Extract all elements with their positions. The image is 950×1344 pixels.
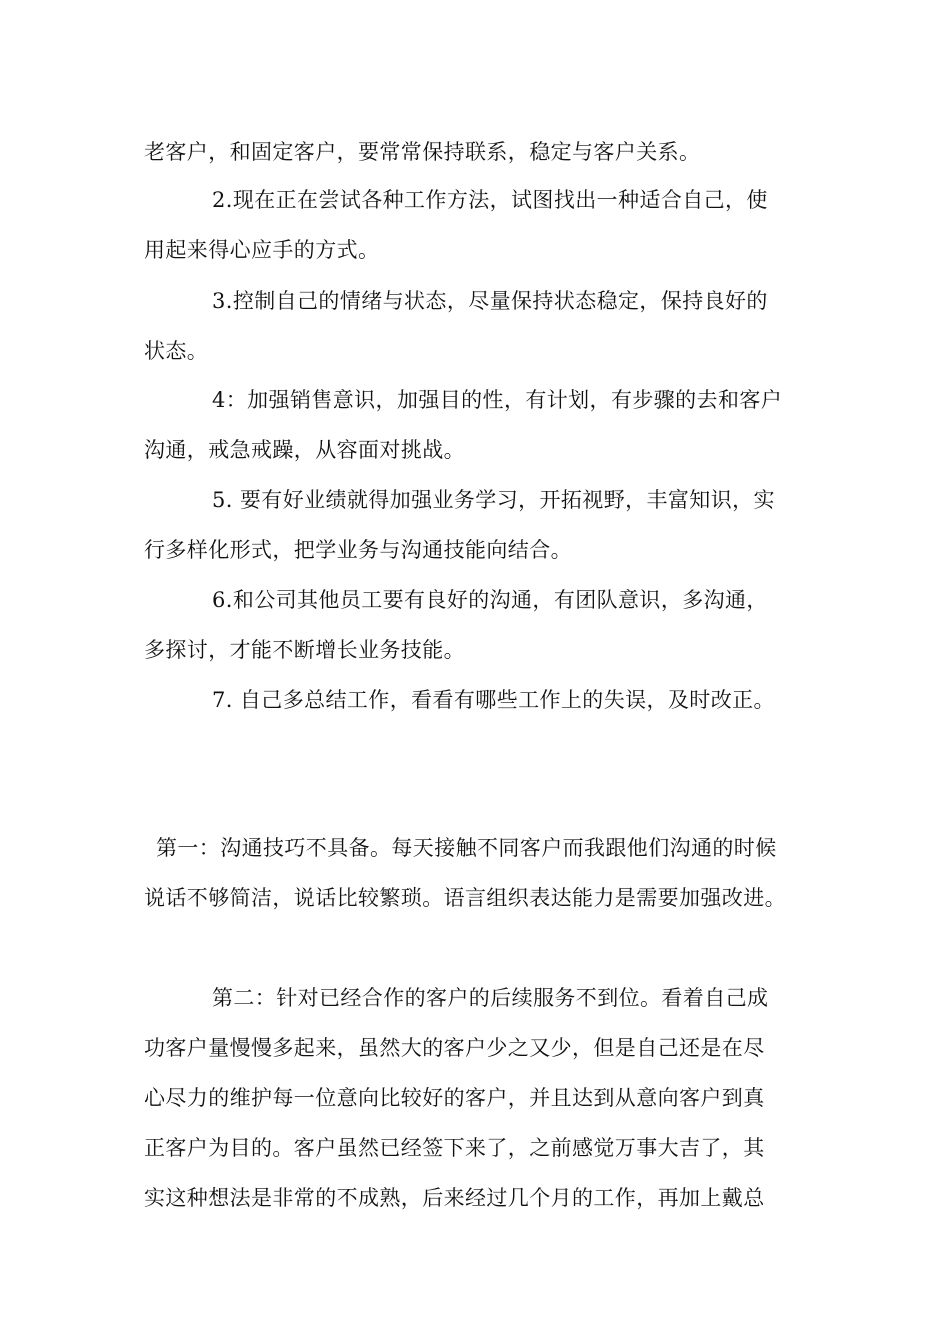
section-two-line-3: 心尽力的维护每一位意向比较好的客户，并且达到从意向客户到真 (144, 1086, 765, 1110)
list-item-5-line-1: 5. 要有好业绩就得加强业务学习，开拓视野，丰富知识，实 (212, 488, 775, 512)
paragraph-line: 老客户，和固定客户，要常常保持联系，稳定与客户关系。 (144, 140, 701, 164)
list-item-4-line-1: 4：加强销售意识，加强目的性，有计划，有步骤的去和客户 (212, 388, 783, 412)
list-item-5-line-2: 行多样化形式，把学业务与沟通技能向结合。 (144, 538, 572, 562)
list-item-6-line-1: 6.和公司其他员工要有良好的沟通，有团队意识，多沟通， (212, 588, 768, 612)
list-item-4-line-2: 沟通，戒急戒躁，从容面对挑战。 (144, 438, 465, 462)
section-two-line-1: 第二：针对已经合作的客户的后续服务不到位。看着自己成 (212, 986, 769, 1010)
list-item-7-line-1: 7. 自己多总结工作，看看有哪些工作上的失误，及时改正。 (212, 688, 775, 712)
section-two-line-4: 正客户为目的。客户虽然已经签下来了，之前感觉万事大吉了，其 (144, 1136, 765, 1160)
list-item-2-line-2: 用起来得心应手的方式。 (144, 238, 380, 262)
section-one-line-1: 第一：沟通技巧不具备。每天接触不同客户而我跟他们沟通的时候 (156, 836, 777, 860)
section-one-line-2: 说话不够简洁，说话比较繁琐。语言组织表达能力是需要加强改进。 (144, 886, 786, 910)
list-item-6-line-2: 多探讨，才能不断增长业务技能。 (144, 638, 465, 662)
list-item-3-line-2: 状态。 (144, 339, 209, 363)
list-item-2-line-1: 2.现在正在尝试各种工作方法，试图找出一种适合自己，使 (212, 188, 768, 212)
section-two-line-2: 功客户量慢慢多起来，虽然大的客户少之又少，但是自己还是在尽 (144, 1036, 765, 1060)
list-item-3-line-1: 3.控制自己的情绪与状态，尽量保持状态稳定，保持良好的 (212, 289, 768, 313)
section-two-line-5: 实这种想法是非常的不成熟，后来经过几个月的工作，再加上戴总 (144, 1186, 765, 1210)
